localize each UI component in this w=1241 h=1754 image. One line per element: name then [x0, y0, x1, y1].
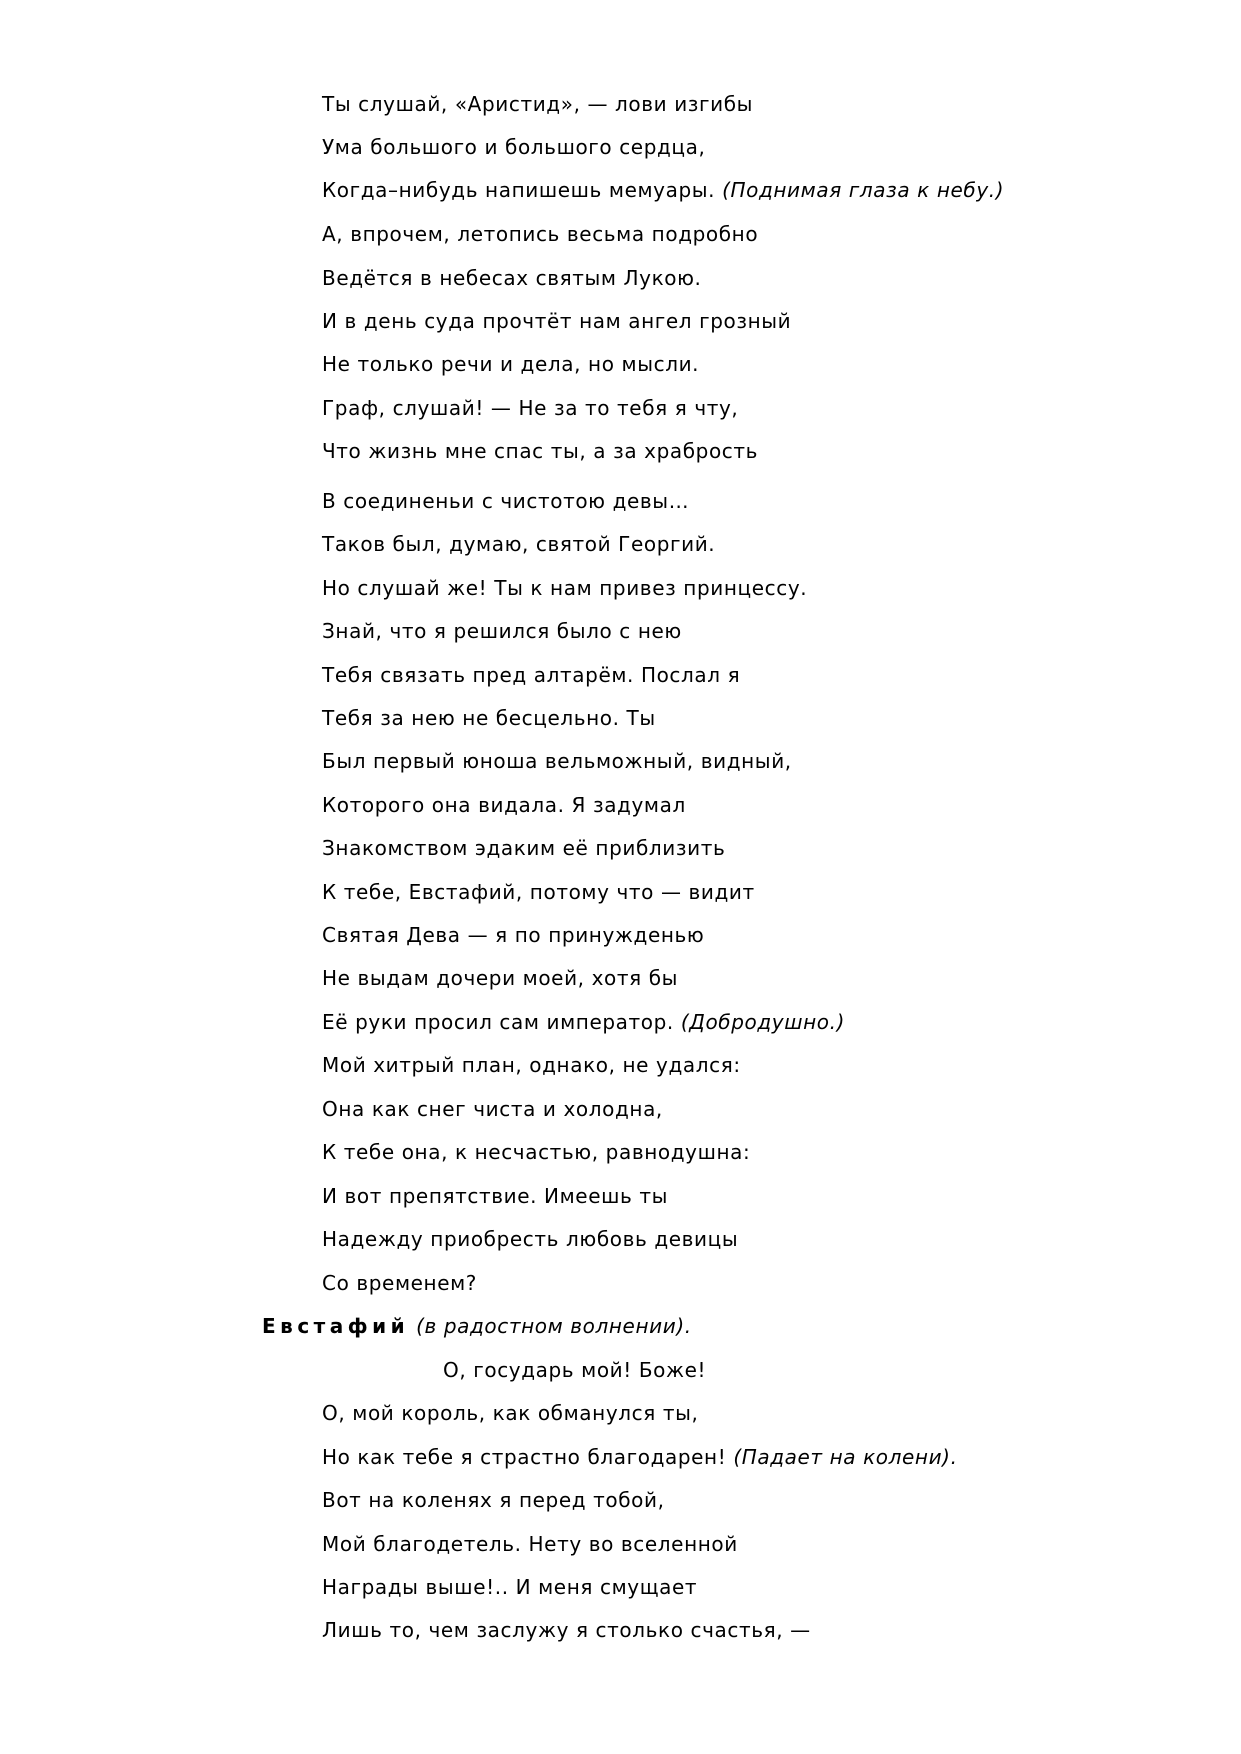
verse-line: Знай, что я решился было с нею [322, 619, 682, 643]
verse-line: А, впрочем, летопись весьма подробно [322, 222, 759, 246]
verse-line: Ты слушай, «Аристид», — лови изгибы [322, 92, 754, 116]
verse-line: Таков был, думаю, святой Георгий. [322, 532, 716, 556]
verse-line: Не только речи и дела, но мысли. [322, 352, 700, 376]
stage-direction: (в радостном волнении). [416, 1314, 692, 1338]
stage-direction: (Добродушно.) [680, 1010, 845, 1034]
verse-line: Когда–нибудь напишешь мемуары. (Поднимая глаза к небу.) [322, 178, 1005, 202]
speaker-heading [262, 1314, 692, 1338]
verse-line: Она как снег чиста и холодна, [322, 1097, 663, 1121]
verse-line: Её руки просил сам император. (Добродушно.) [322, 1010, 845, 1034]
verse-line: В соединеньи с чистотою девы… [322, 489, 690, 513]
verse-line: Надежду приобресть любовь девицы [322, 1227, 739, 1251]
verse-line: Знакомством эдаким её приблизить [322, 836, 726, 860]
verse-line: Мой благодетель. Нету во вселенной [322, 1532, 738, 1556]
verse-line: Которого она видала. Я задумал [322, 793, 686, 817]
verse-line: И в день суда прочтёт нам ангел грозный [322, 309, 792, 333]
verse-line: Вот на коленях я перед тобой, [322, 1488, 665, 1512]
verse-line: О, государь мой! Боже! [443, 1358, 707, 1382]
speaker-name: Евстафий [262, 1314, 410, 1338]
verse-line: О, мой король, как обманулся ты, [322, 1401, 699, 1425]
verse-line: Не выдам дочери моей, хотя бы [322, 966, 679, 990]
verse-line: Награды выше!.. И меня смущает [322, 1575, 698, 1599]
verse-line: Лишь то, чем заслужу я столько счастья, — [322, 1618, 811, 1642]
verse-line: К тебе она, к несчастью, равнодушна: [322, 1140, 751, 1164]
verse-line: Мой хитрый план, однако, не удался: [322, 1053, 741, 1077]
verse-line: К тебе, Евстафий, потому что — видит [322, 880, 755, 904]
verse-line: Граф, слушай! — Не за то тебя я чту, [322, 396, 739, 420]
verse-line: И вот препятствие. Имеешь ты [322, 1184, 668, 1208]
verse-line: Но как тебе я страстно благодарен! (Падает на колени). [322, 1445, 958, 1469]
verse-line: Ума большого и большого сердца, [322, 135, 706, 159]
verse-line: Тебя связать пред алтарём. Послал я [322, 663, 741, 687]
verse-line: Со временем? [322, 1271, 478, 1295]
verse-line: Был первый юноша вельможный, видный, [322, 749, 792, 773]
verse-line: Тебя за нею не бесцельно. Ты [322, 706, 656, 730]
verse-line: Ведётся в небесах святым Лукою. [322, 266, 702, 290]
verse-line: Что жизнь мне спас ты, а за храбрость [322, 439, 759, 463]
verse-line: Святая Дева — я по принужденью [322, 923, 705, 947]
stage-direction: (Падает на колени). [733, 1445, 958, 1469]
verse-line: Но слушай же! Ты к нам привез принцессу. [322, 576, 808, 600]
stage-direction: (Поднимая глаза к небу.) [722, 178, 1005, 202]
